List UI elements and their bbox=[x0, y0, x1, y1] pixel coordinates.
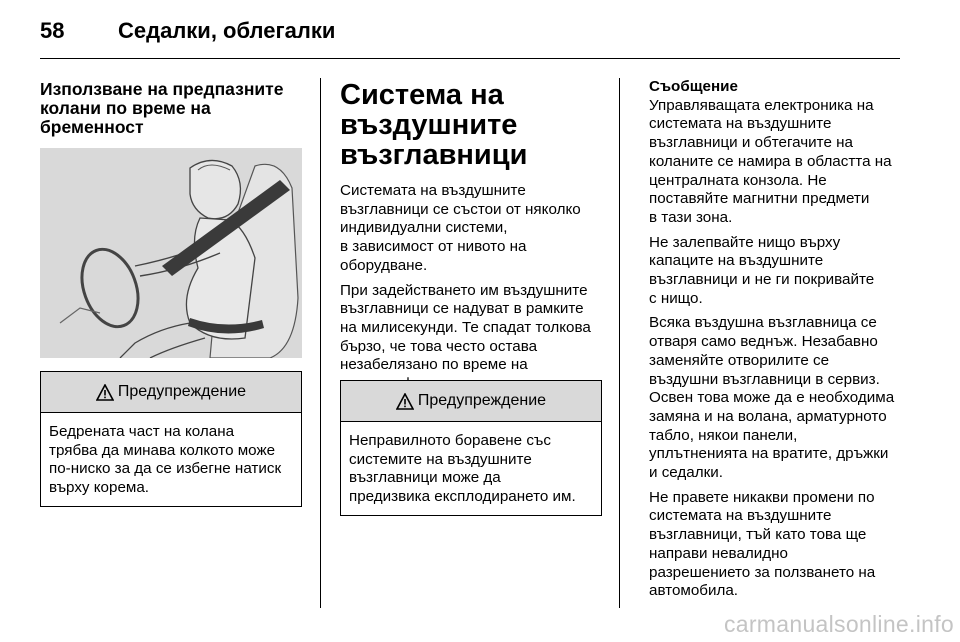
warning-title: Предупреждение bbox=[417, 391, 547, 409]
pregnant-woman-seatbelt-icon bbox=[40, 148, 302, 358]
header-rule bbox=[40, 58, 900, 59]
column-divider-2 bbox=[619, 78, 620, 608]
column-divider-1 bbox=[320, 78, 321, 608]
page-number: 58 bbox=[40, 18, 65, 43]
column-1 bbox=[40, 80, 302, 137]
note-paragraph-2: Не залепвайте нищо върху капаците на въздушните възглавници и не ги покривайте с нищо. bbox=[649, 233, 875, 307]
airbag-paragraph-1: Системата на въздушните възглавници се състои от няколко индивидуални системи, в зависимост от нивото на оборудване. bbox=[340, 182, 581, 274]
airbag-warning-box bbox=[340, 380, 602, 516]
warning-text: Бедрената част на колана трябва да минава колкото може по-ниско за да се избегне натиск върху корема. bbox=[49, 423, 282, 497]
note-title: Съобщение bbox=[649, 78, 738, 95]
pregnancy-belt-heading: Използване на предпазните колани по време на бременност bbox=[40, 79, 284, 137]
note-paragraph-3: Всяка въздушна възглавница се отваря само веднъж. Незабавно заменяйте отворилите се въздушни възглавници в сервиз. Освен това може да е необходима замяна и на волана, арматурното табло, някои панели, уплътненията на вратите, дръжки и седалки. bbox=[649, 314, 895, 482]
section-title: Седалки, облегалки bbox=[118, 18, 336, 43]
watermark-text: carmanualsonline.info bbox=[723, 611, 954, 637]
column-2 bbox=[340, 80, 602, 400]
warning-box bbox=[40, 371, 302, 507]
airbag-system-heading: Система на въздушните възглавници bbox=[340, 79, 528, 171]
warning-header bbox=[341, 381, 601, 422]
airbag-paragraph-2: При задействането им въздушните възглавници се надуват в рамките на милисекунди. Те спадат толкова бързо, че това често остава незабелязано по време на bbox=[340, 281, 591, 374]
note-paragraph-4: Не правете никакви промени по системата на въздушните възглавници, тъй като това ще направи невалидно разрешението за ползването на автомобила. bbox=[649, 488, 876, 600]
pregnancy-warning-box bbox=[40, 371, 302, 507]
column-3 bbox=[649, 78, 911, 607]
note-paragraph-1: Управляващата електроника на системата на въздушните възглавници и обтегачите на коланите се намира в областта на централната конзола. Не поставяйте магнитни предмети в тази зона. bbox=[649, 96, 892, 226]
warning-box bbox=[340, 380, 602, 516]
warning-title: Предупреждение bbox=[117, 382, 247, 400]
warning-triangle-icon bbox=[96, 384, 114, 401]
warning-header bbox=[41, 372, 301, 413]
pregnant-driver-illustration bbox=[40, 148, 302, 358]
warning-triangle-icon bbox=[396, 393, 414, 410]
warning-text: Неправилното боравене със системите на въздушните възглавници може да предизвика експлодирането им. bbox=[349, 432, 576, 506]
